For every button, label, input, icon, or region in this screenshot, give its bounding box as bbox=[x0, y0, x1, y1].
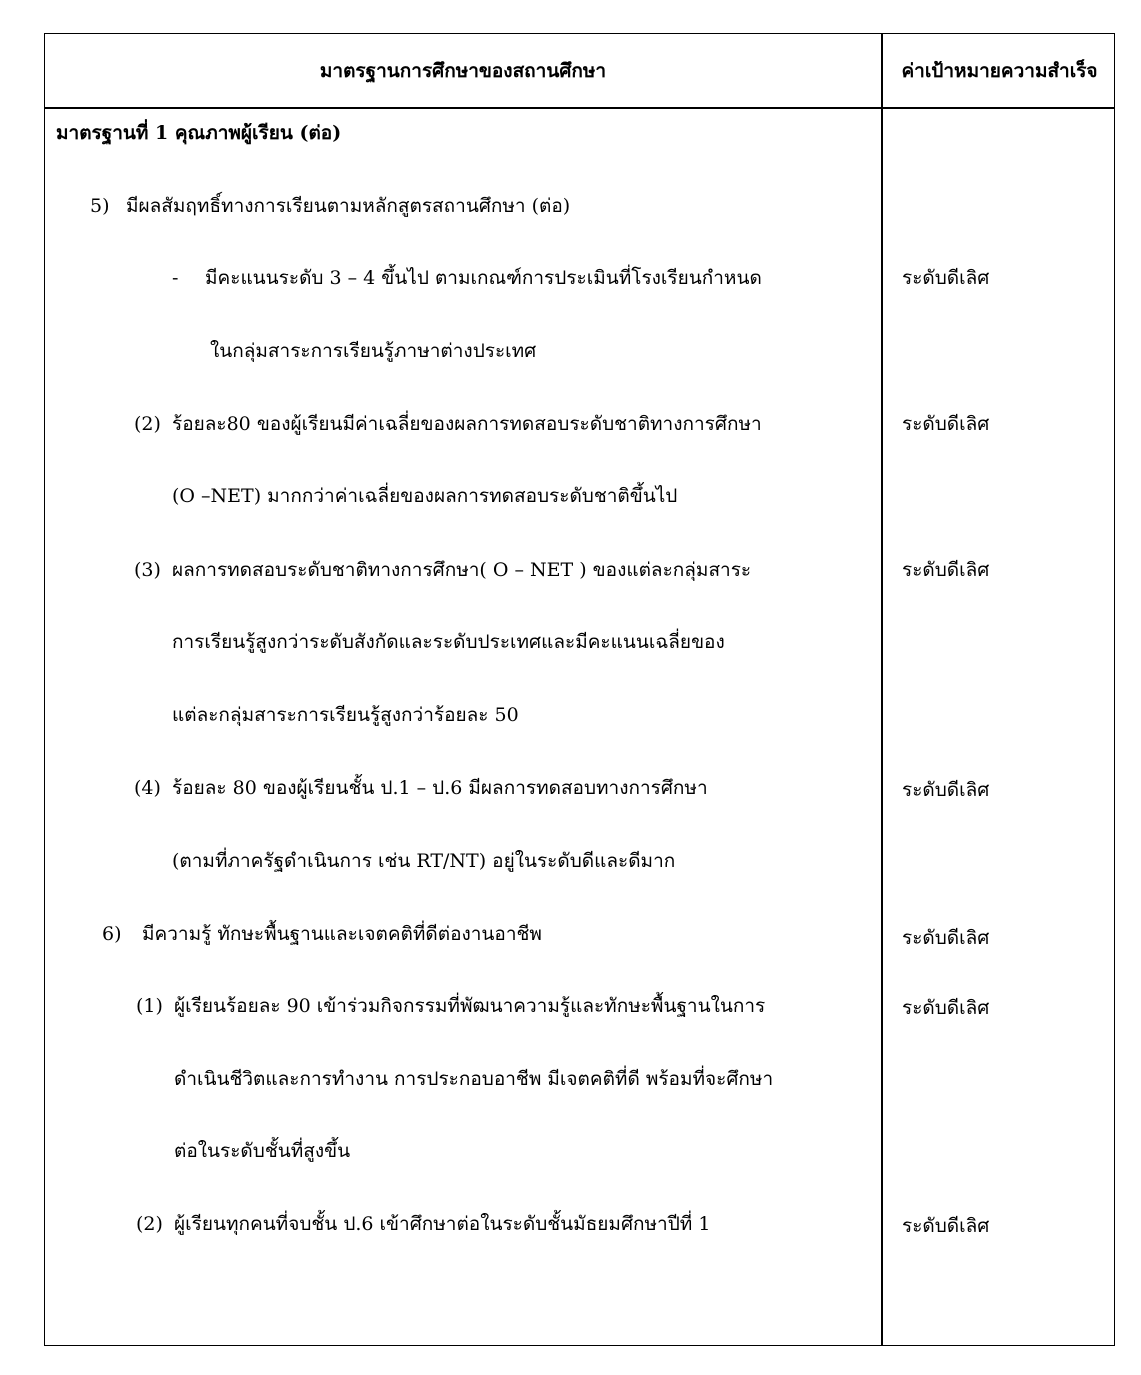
item5-sub4-target: ระดับดีเลิศ bbox=[902, 779, 990, 801]
item6-sub1-target: ระดับดีเลิศ bbox=[902, 997, 990, 1019]
dash-marker: - bbox=[172, 267, 179, 289]
item5-sub2-line-2: (O –NET) มากกว่าค่าเฉลี่ยของผลการทดสอบระดับชาติขึ้นไป bbox=[172, 485, 678, 507]
item5-sub3-line-2: การเรียนรู้สูงกว่าระดับสังกัดและระดับประเทศและมีคะแนนเฉลี่ยของ bbox=[172, 631, 725, 653]
header-standards: มาตรฐานการศึกษาของสถานศึกษา bbox=[319, 59, 607, 82]
item6-number: 6) bbox=[102, 923, 122, 945]
column-divider bbox=[881, 34, 883, 1345]
item5-sub3-line-3: แต่ละกลุ่มสาระการเรียนรู้สูงกว่าร้อยละ 50 bbox=[172, 704, 519, 726]
item5-number: 5) bbox=[90, 195, 110, 217]
dash-line-2: ในกลุ่มสาระการเรียนรู้ภาษาต่างประเทศ bbox=[210, 340, 537, 362]
item6-sub2-line-1: ผู้เรียนทุกคนที่จบชั้น ป.6 เข้าศึกษาต่อในระดับชั้นมัธยมศึกษาปีที่ 1 bbox=[174, 1213, 711, 1235]
item6-target: ระดับดีเลิศ bbox=[902, 927, 990, 949]
standard-title: มาตรฐานที่ 1 คุณภาพผู้เรียน (ต่อ) bbox=[56, 122, 342, 144]
item5-sub3-target: ระดับดีเลิศ bbox=[902, 559, 990, 581]
item6-sub2-number: (2) bbox=[136, 1213, 163, 1235]
header-divider bbox=[45, 107, 1114, 109]
item6-sub1-number: (1) bbox=[136, 995, 163, 1017]
dash-target: ระดับดีเลิศ bbox=[902, 267, 990, 289]
item5-sub2-target: ระดับดีเลิศ bbox=[902, 413, 990, 435]
item6-sub1-line-3: ต่อในระดับชั้นที่สูงขึ้น bbox=[174, 1140, 351, 1162]
item5-sub4-number: (4) bbox=[134, 777, 161, 799]
item5-sub2-line-1: ร้อยละ80 ของผู้เรียนมีค่าเฉลี่ยของผลการทดสอบระดับชาติทางการศึกษา bbox=[172, 413, 762, 435]
item5-sub3-line-1: ผลการทดสอบระดับชาติทางการศึกษา( O – NET ) ของแต่ละกลุ่มสาระ bbox=[172, 559, 752, 581]
item5-sub4-line-2: (ตามที่ภาครัฐดำเนินการ เช่น RT/NT) อยู่ในระดับดีและดีมาก bbox=[172, 850, 676, 872]
item6-sub1-line-2: ดำเนินชีวิตและการทำงาน การประกอบอาชีพ มีเจตคติที่ดี พร้อมที่จะศึกษา bbox=[174, 1068, 774, 1090]
item5-text: มีผลสัมฤทธิ์ทางการเรียนตามหลักสูตรสถานศึกษา (ต่อ) bbox=[126, 195, 571, 217]
dash-line-1: มีคะแนนระดับ 3 – 4 ขึ้นไป ตามเกณฑ์การประเมินที่โรงเรียนกำหนด bbox=[205, 267, 762, 289]
header-target: ค่าเป้าหมายความสำเร็จ bbox=[901, 59, 1098, 82]
item5-sub2-number: (2) bbox=[134, 413, 161, 435]
item5-sub3-number: (3) bbox=[134, 559, 161, 581]
item5-sub4-line-1: ร้อยละ 80 ของผู้เรียนชั้น ป.1 – ป.6 มีผลการทดสอบทางการศึกษา bbox=[172, 777, 708, 799]
item6-text: มีความรู้ ทักษะพื้นฐานและเจตคติที่ดีต่องานอาชีพ bbox=[142, 923, 542, 945]
item6-sub2-target: ระดับดีเลิศ bbox=[902, 1215, 990, 1237]
item6-sub1-line-1: ผู้เรียนร้อยละ 90 เข้าร่วมกิจกรรมที่พัฒนาความรู้และทักษะพื้นฐานในการ bbox=[174, 995, 766, 1017]
